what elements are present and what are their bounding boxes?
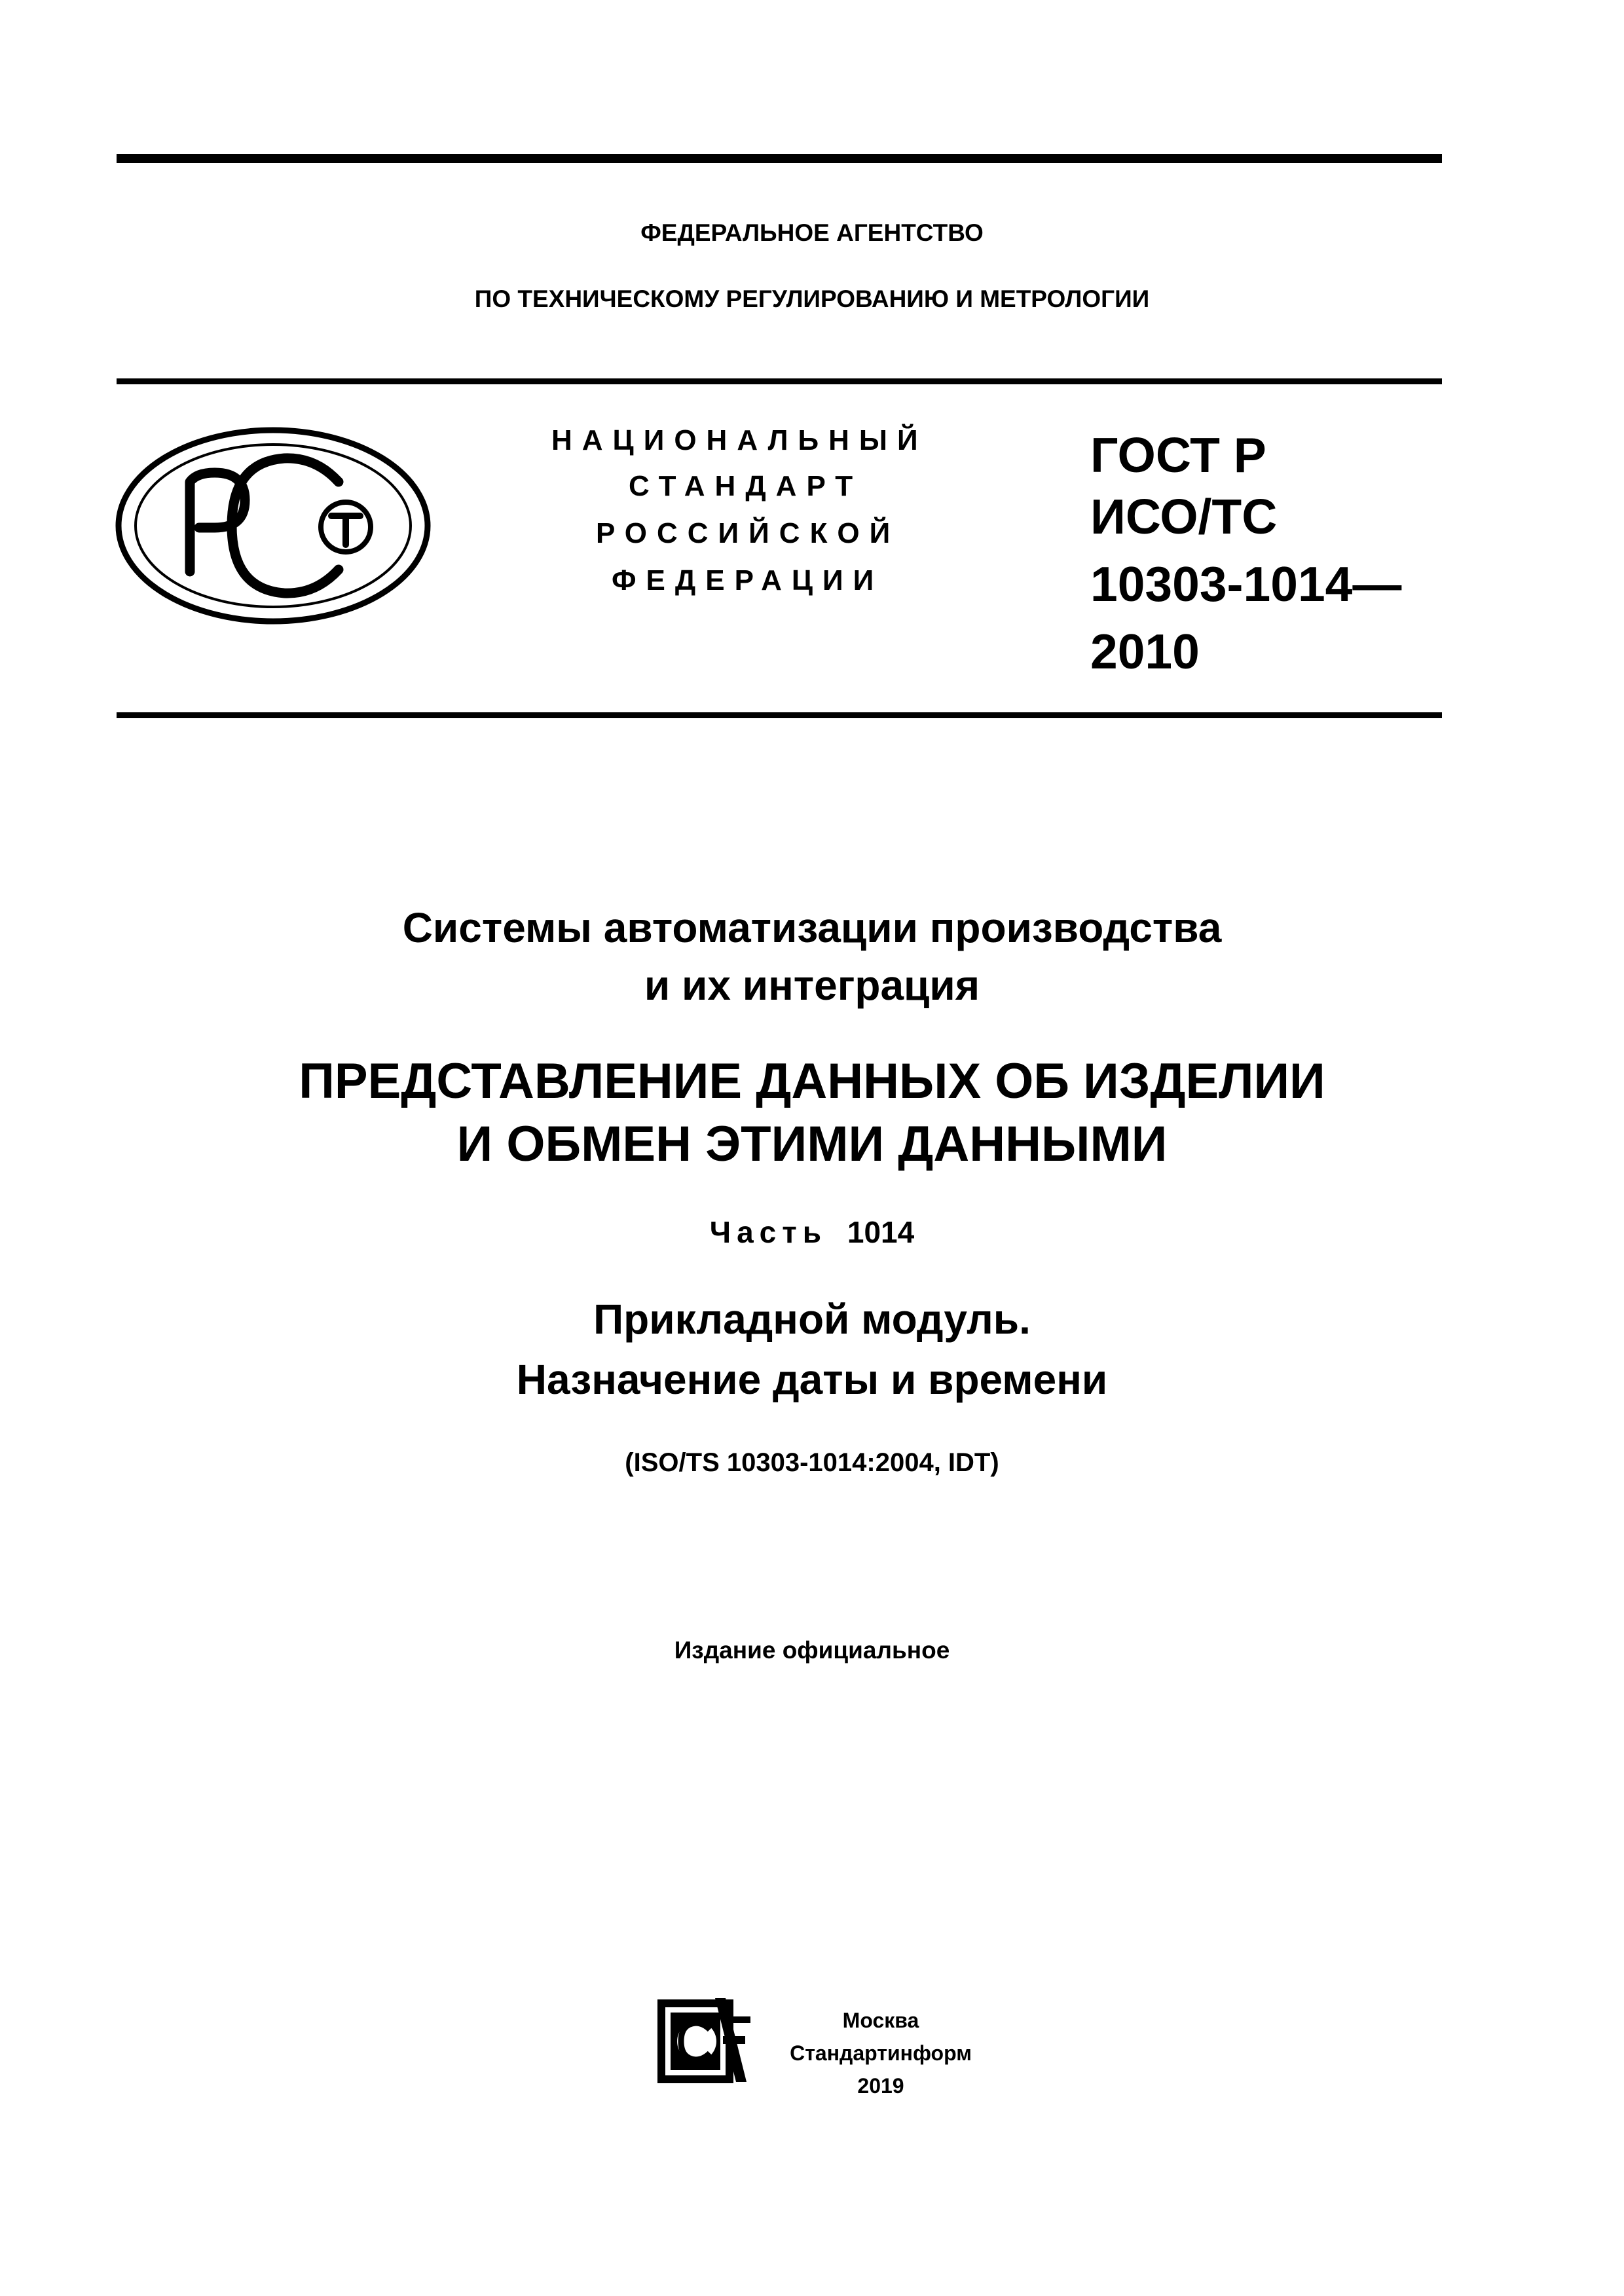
- agency-line-1: ФЕДЕРАЛЬНОЕ АГЕНТСТВО: [640, 219, 984, 246]
- publisher-city: Москва: [842, 2009, 919, 2032]
- main-title-line-2: И ОБМЕН ЭТИМИ ДАННЫМИ: [456, 1116, 1168, 1172]
- series-title-line-1: Системы автоматизации производства: [402, 904, 1222, 951]
- rst-certification-mark-icon: [113, 424, 434, 627]
- part-label: [0, 1214, 1624, 1250]
- designation-line-2: ИСО/ТС: [1090, 489, 1278, 544]
- designation-line-3: 10303-1014—: [1090, 556, 1402, 611]
- part-word: Часть: [709, 1215, 828, 1249]
- publisher-name: Стандартинформ: [790, 2041, 972, 2065]
- rst-emblem: [113, 424, 434, 627]
- designation-line-1: ГОСТ Р: [1090, 428, 1266, 483]
- standartinform-logo-icon: [655, 1990, 753, 2088]
- iso-reference: (ISO/TS 10303-1014:2004, IDT): [625, 1448, 999, 1477]
- national-standard-line-3: РОССИЙСКОЙ: [596, 517, 900, 549]
- publisher-logo: [655, 1990, 753, 2088]
- national-standard-line-1: НАЦИОНАЛЬНЫЙ: [551, 424, 928, 456]
- publisher-year: 2019: [857, 2074, 904, 2098]
- edition-note: Издание официальное: [674, 1637, 950, 1664]
- header-rule: [117, 378, 1442, 384]
- title-block-rule: [117, 712, 1442, 718]
- designation-line-4: 2010: [1090, 624, 1200, 679]
- module-title-line-2: Назначение даты и времени: [516, 1356, 1108, 1403]
- national-standard-line-2: СТАНДАРТ: [629, 470, 863, 502]
- series-title-line-2: и их интеграция: [644, 962, 980, 1009]
- agency-line-2: ПО ТЕХНИЧЕСКОМУ РЕГУЛИРОВАНИЮ И МЕТРОЛОГИИ: [474, 285, 1150, 312]
- top-rule: [117, 154, 1442, 163]
- module-title-line-1: Прикладной модуль.: [593, 1296, 1031, 1343]
- national-standard-line-4: ФЕДЕРАЦИИ: [612, 564, 884, 596]
- part-number: 1014: [847, 1215, 915, 1249]
- main-title-line-1: ПРЕДСТАВЛЕНИЕ ДАННЫХ ОБ ИЗДЕЛИИ: [299, 1053, 1325, 1109]
